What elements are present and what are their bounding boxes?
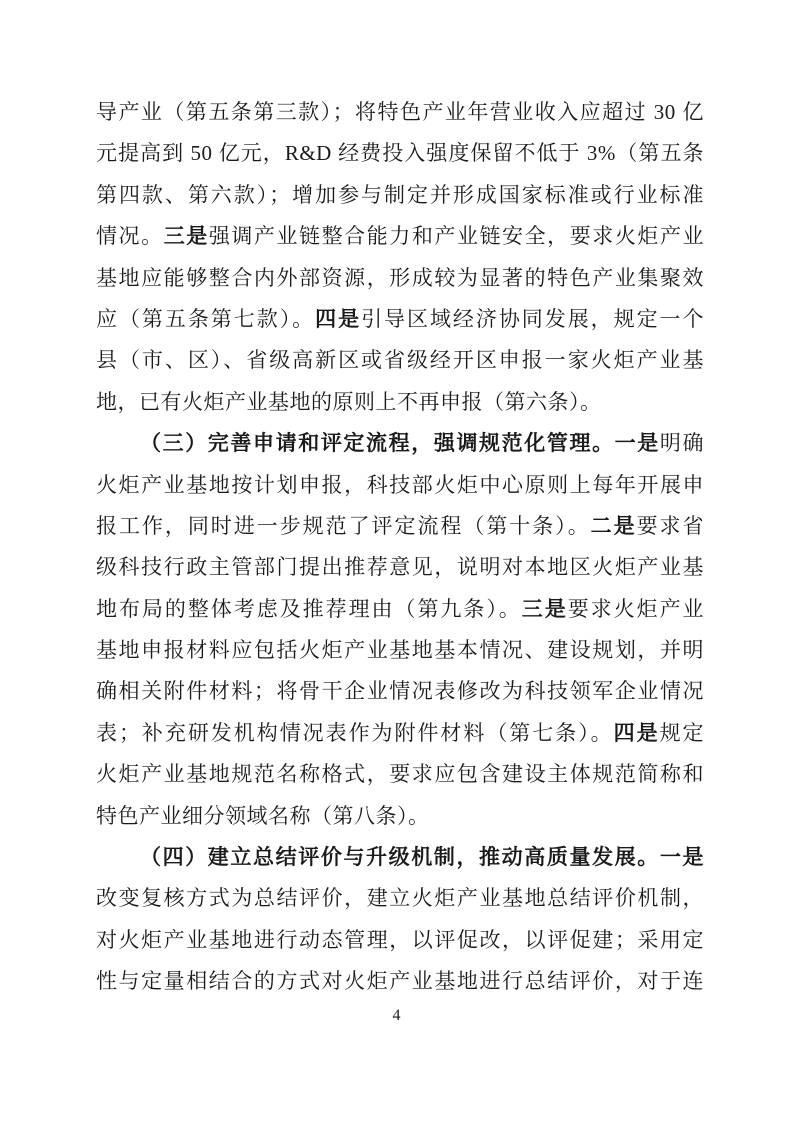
text-line xyxy=(96,340,704,381)
text-line xyxy=(96,382,704,423)
text-line xyxy=(96,258,704,299)
text-line xyxy=(96,423,704,464)
text-line xyxy=(96,547,704,588)
text-line xyxy=(96,299,704,340)
text-run: 应（第五条第七款）。 xyxy=(96,306,316,331)
text-run: 火炬产业基地规范名称格式，要求应包含建设主体规范简称和 xyxy=(96,762,704,787)
text-line xyxy=(96,465,704,506)
text-run: 表；补充研发机构情况表作为附件材料（第七条）。 xyxy=(96,720,614,745)
text-line xyxy=(96,837,704,878)
text-run: 性与定量相结合的方式对火炬产业基地进行总结评价，对于连 xyxy=(96,969,704,994)
page-number: 4 xyxy=(392,1007,401,1024)
text-run: 情况。 xyxy=(96,224,164,249)
text-line xyxy=(96,92,704,133)
text-line xyxy=(96,796,704,837)
text-run: 报工作，同时进一步规范了评定流程（第十条）。 xyxy=(96,513,591,538)
text-run: 县（市、区）、省级高新区或省级经开区申报一家火炬产业基 xyxy=(96,348,704,373)
text-run: 引导区域经济协同发展，规定一个 xyxy=(361,306,705,331)
text-run: 四是 xyxy=(315,306,362,331)
text-line xyxy=(96,216,704,257)
text-run: 明确 xyxy=(659,431,705,456)
text-line xyxy=(96,961,704,1002)
text-run: 基地申报材料应包括火炬产业基地基本情况、建设规划，并明 xyxy=(96,638,704,663)
text-run: 火炬产业基地按计划申报，科技部火炬中心原则上每年开展申 xyxy=(96,472,704,497)
text-run: 确相关附件材料；将骨干企业情况表修改为科技领军企业情况 xyxy=(96,679,704,704)
text-run: 改变复核方式为总结评价，建立火炬产业基地总结评价机制， xyxy=(96,886,704,911)
text-line xyxy=(96,133,704,174)
text-run: 要求火炬产业 xyxy=(567,596,705,621)
text-line xyxy=(96,920,704,961)
text-line xyxy=(96,878,704,919)
text-run: 特色产业细分领域名称（第八条）。 xyxy=(96,803,430,828)
text-line xyxy=(96,175,704,216)
text-line xyxy=(96,754,704,795)
text-run: （四）建立总结评价与升级机制，推动高质量发展。一是 xyxy=(140,845,704,870)
text-run: 强调产业链整合能力和产业链安全，要求火炬产业 xyxy=(208,224,705,249)
text-run: 地布局的整体考虑及推荐理由（第九条）。 xyxy=(96,596,522,621)
text-run: 元提高到 50 亿元，R&D 经费投入强度保留不低于 3%（第五条 xyxy=(96,141,704,166)
text-line xyxy=(96,671,704,712)
text-run: 规定 xyxy=(659,720,705,745)
document-body xyxy=(96,92,704,1003)
text-run: 三是 xyxy=(163,224,209,249)
text-run: 对火炬产业基地进行动态管理，以评促改，以评促建；采用定 xyxy=(96,927,704,952)
text-run: （三）完善申请和评定流程，强调规范化管理。一是 xyxy=(140,431,660,456)
text-run: 三是 xyxy=(521,596,568,621)
text-run: 基地应能够整合内外部资源，形成较为显著的特色产业集聚效 xyxy=(96,265,704,290)
text-run: 二是 xyxy=(590,513,637,538)
text-run: 导产业（第五条第三款）；将特色产业年营业收入应超过 30 亿 xyxy=(96,100,704,124)
text-run: 地，已有火炬产业基地的原则上不再申报（第六条）。 xyxy=(96,389,602,414)
text-line xyxy=(96,713,704,754)
text-line xyxy=(96,506,704,547)
text-run: 要求省 xyxy=(636,513,705,538)
text-run: 级科技行政主管部门提出推荐意见，说明对本地区火炬产业基 xyxy=(96,555,704,580)
text-run: 第四款、第六款）；增加参与制定并形成国家标准或行业标准 xyxy=(96,182,704,207)
text-run: 四是 xyxy=(613,720,660,745)
text-line xyxy=(96,589,704,630)
text-line xyxy=(96,630,704,671)
